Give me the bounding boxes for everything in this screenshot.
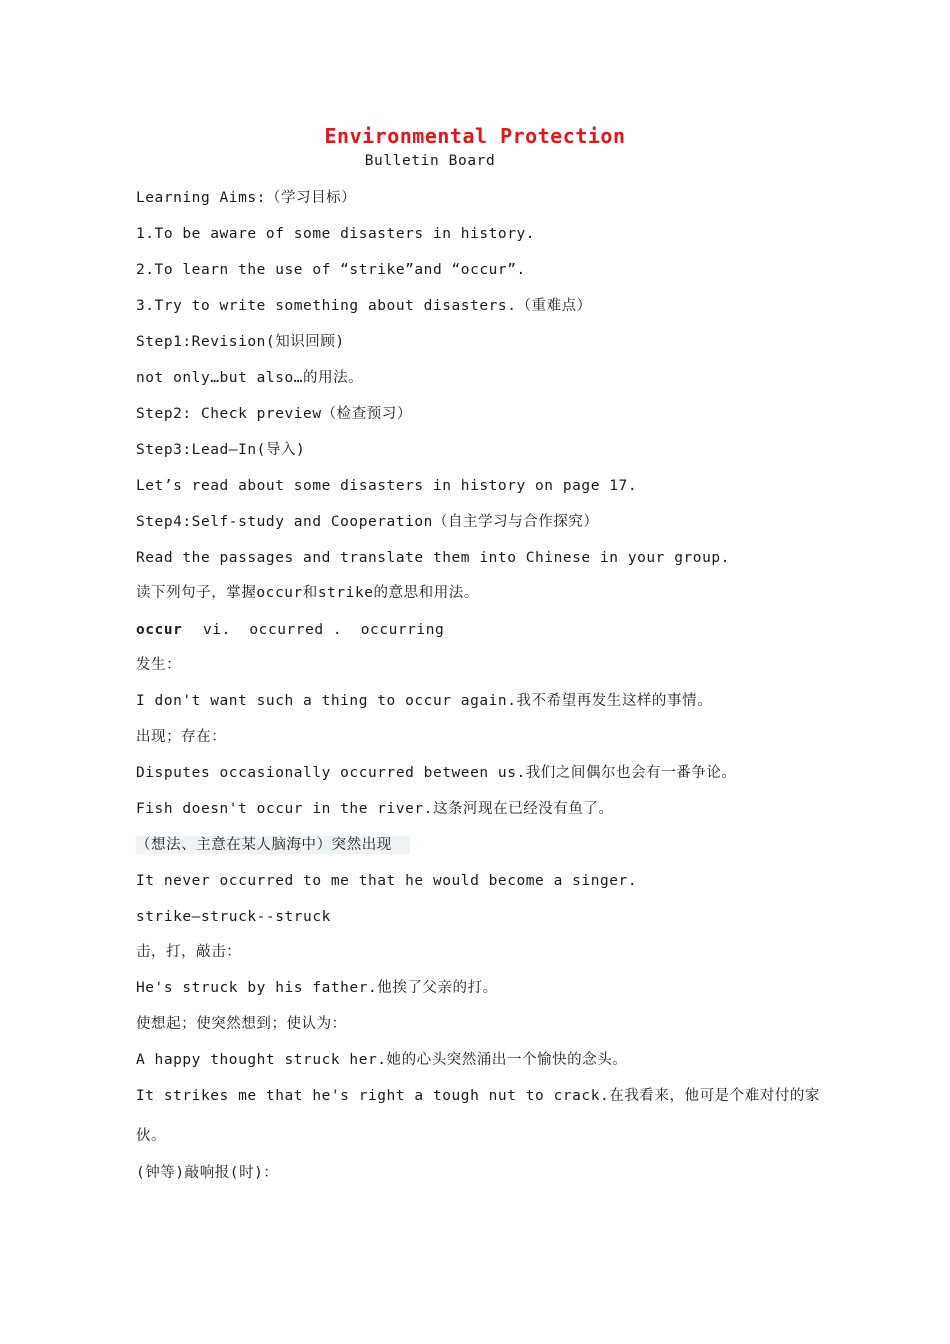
step1-content: not only…but also…的用法。 — [136, 370, 364, 386]
sentence-instruction: 读下列句子，掌握occur和strike的意思和用法。 — [136, 585, 479, 601]
strike-example-1: He's struck by his father.他挨了父亲的打。 — [136, 980, 498, 996]
step4-instruction: Read the passages and translate them into Chinese in your group. — [136, 550, 730, 566]
document-subtitle: Bulletin Board — [364, 153, 496, 169]
occur-example-2: Disputes occasionally occurred between us.我们之间偶尔也会有一番争论。 — [136, 765, 737, 781]
learning-aims-heading: Learning Aims:（学习目标） — [136, 190, 357, 206]
step3-heading: Step3:Lead—In(导入) — [136, 442, 306, 458]
strike-meaning-3: (钟等)敲响报(时)： — [136, 1165, 279, 1181]
aim-2: 2.To learn the use of “strike”and “occur”. — [136, 262, 526, 278]
aim-1: 1.To be aware of some disasters in history. — [136, 226, 536, 242]
occur-meaning-1: 发生： — [136, 657, 182, 673]
step3-content: Let’s read about some disasters in history on page 17. — [136, 478, 638, 494]
step1-heading: Step1:Revision(知识回顾) — [136, 334, 345, 350]
strike-meaning-2: 使想起；使突然想到；使认为： — [136, 1016, 347, 1032]
document-title: Environmental Protection — [324, 124, 626, 148]
occur-example-4: It never occurred to me that he would become a singer. — [136, 873, 638, 889]
strike-example-2: A happy thought struck her.她的心头突然涌出一个愉快的念头。 — [136, 1052, 628, 1068]
occur-forms: vi. occurred . occurring — [203, 622, 445, 638]
strike-example-3: It strikes me that he's right a tough nut to crack.在我看来，他可是个难对付的家伙。 — [136, 1088, 820, 1144]
aim-3: 3.Try to write something about disasters.（重难点） — [136, 298, 592, 314]
strike-forms: strike—struck--struck — [136, 909, 331, 925]
occur-headword: occur — [136, 622, 183, 638]
strike-meaning-1: 击，打，敲击： — [136, 944, 242, 960]
occur-meaning-3: （想法、主意在某人脑海中）突然出现 — [136, 836, 410, 854]
occur-meaning-2: 出现；存在： — [136, 729, 227, 745]
step4-heading: Step4:Self-study and Cooperation（自主学习与合作探究） — [136, 514, 599, 530]
step2-heading: Step2: Check preview（检查预习） — [136, 406, 412, 422]
occur-example-3: Fish doesn't occur in the river.这条河现在已经没有鱼了。 — [136, 801, 614, 817]
occur-example-1: I don't want such a thing to occur again.我不希望再发生这样的事情。 — [136, 693, 713, 709]
